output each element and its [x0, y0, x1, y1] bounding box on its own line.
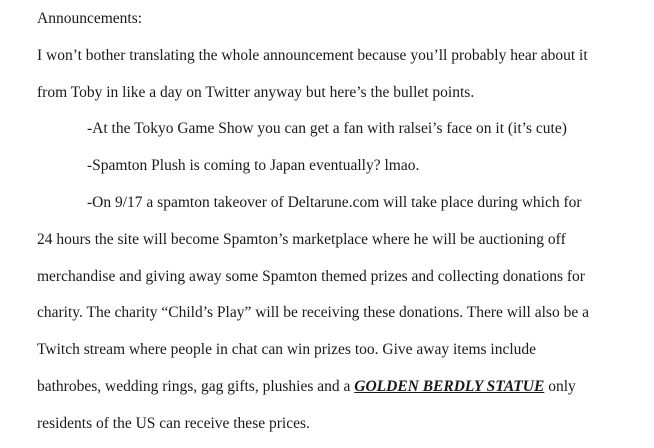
- golden-berdly-statue-emphasis: GOLDEN BERDLY STATUE: [354, 378, 545, 395]
- bullet-spamton-takeover: -On 9/17 a spamton takeover of Deltarune.com will take place during which for: [87, 194, 582, 211]
- bullet-spamton-plush: -Spamton Plush is coming to Japan eventually? lmao.: [87, 157, 420, 174]
- body-line-6-start: bathrobes, wedding rings, gag gifts, plushies and a: [37, 378, 355, 395]
- body-line-3: merchandise and giving away some Spamton themed prizes and collecting donations for: [37, 268, 585, 285]
- announcements-heading: Announcements:: [37, 10, 143, 27]
- bullet-tokyo-game-show: -At the Tokyo Game Show you can get a fan with ralsei’s face on it (it’s cute): [87, 120, 567, 137]
- intro-line-2: from Toby in like a day on Twitter anyway but here’s the bullet points.: [37, 84, 475, 101]
- intro-line-1: I won’t bother translating the whole announcement because you’ll probably hear about it: [37, 47, 588, 64]
- body-line-4: charity. The charity “Child’s Play” will be receiving these donations. There will also be a: [37, 304, 589, 321]
- body-line-6: [37, 377, 576, 397]
- body-line-2: 24 hours the site will become Spamton’s marketplace where he will be auctioning off: [37, 231, 566, 248]
- body-line-7: residents of the US can receive these prices.: [37, 415, 310, 432]
- body-line-6-end: only: [544, 378, 576, 395]
- body-line-5: Twitch stream where people in chat can win prizes too. Give away items include: [37, 341, 537, 358]
